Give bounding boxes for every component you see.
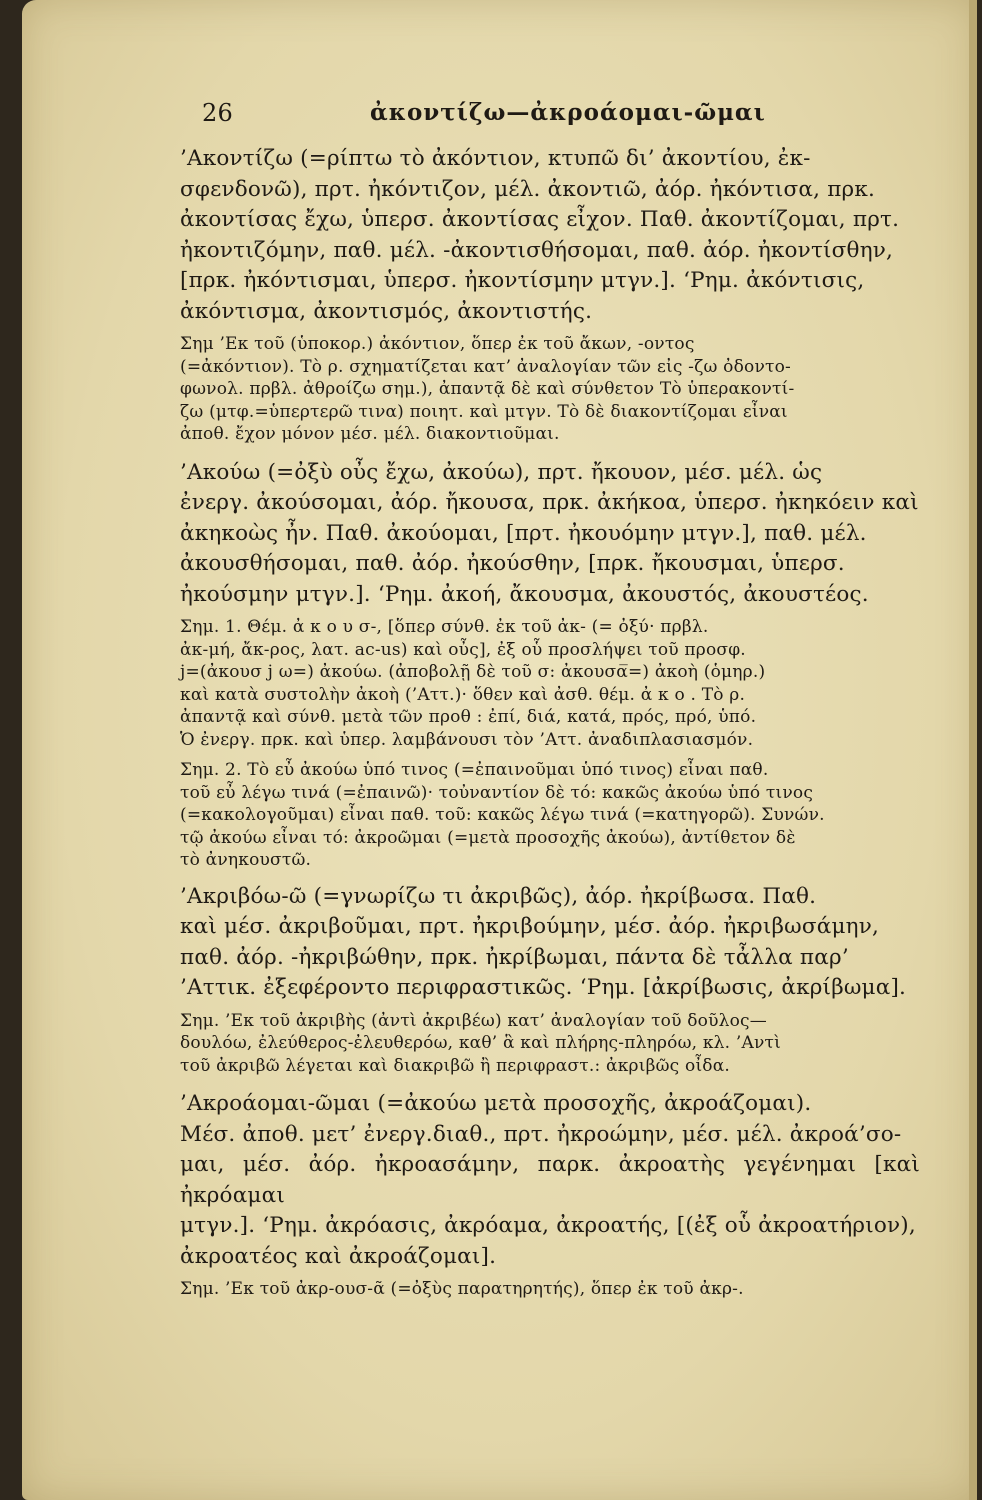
page-number: 26 bbox=[202, 99, 233, 127]
entry-line: σφενδονῶ), πρτ. ἠκόντιζον, μέλ. ἀκοντιῶ, ἀόρ. ἠκόντισα, πρκ. bbox=[180, 176, 876, 202]
note-line: δουλόω, ἐλεύθερος-ἐλευθερόω, καθ’ ἃ καὶ πλήρης-πληρόω, κλ. ’Αντὶ bbox=[180, 1033, 781, 1053]
note-line: τῷ ἀκούω εἶναι τό: ἀκροῶμαι (=μετὰ προσοχῆς ἀκούω), ἀντίθετον δὲ bbox=[180, 827, 796, 848]
entry-line: ἀκροατέος καὶ ἀκροάζομαι]. bbox=[180, 1243, 497, 1269]
entry-akontizo bbox=[180, 144, 920, 327]
note-akouo-1 bbox=[180, 616, 920, 751]
entry-line: παθ. ἀόρ. -ἠκριβώθην, πρκ. ἠκρίβωμαι, πάντα δὲ τἆλλα παρ’ bbox=[180, 944, 849, 970]
note-line: Σημ. ’Εκ τοῦ ἀκρ-ουσ-ᾶ (=ὀξὺς παρατηρητής), ὅπερ ἐκ τοῦ ἀκρ-. bbox=[180, 1279, 744, 1299]
entry-line: ’Ακούω (=ὀξὺ οὖς ἔχω, ἀκούω), πρτ. ἤκουον, μέσ. μέλ. ὡς bbox=[180, 459, 823, 485]
page-content bbox=[180, 98, 920, 1309]
entry-akriboo bbox=[180, 882, 920, 1004]
note-line: ζω (μτφ.=ὑπερτερῶ τινα) ποιητ. καὶ μτγν. Τὸ δὲ διακοντίζομαι εἶναι bbox=[180, 401, 788, 422]
note-line: Σημ ’Εκ τοῦ (ὑποκορ.) ἀκόντιον, ὅπερ ἐκ τοῦ ἄκων, -οντος bbox=[180, 334, 695, 354]
entry-line: ἠκοντιζόμην, παθ. μέλ. -ἀκοντισθήσομαι, παθ. ἀόρ. ἠκοντίσθην, bbox=[180, 237, 894, 263]
entry-akroaomai bbox=[180, 1089, 920, 1272]
note-line: ἀποθ. ἔχον μόνον μέσ. μέλ. διακοντιοῦμαι. bbox=[180, 424, 560, 444]
entry-line: ’Αττικ. ἐξεφέροντο περιφραστικῶς. ‘Ρημ. [ἀκρίβωσις, ἀκρίβωμα]. bbox=[180, 975, 907, 1000]
note-akouo-2 bbox=[180, 759, 920, 872]
entry-line: ἠκούσμην μτγν.]. ‘Ρημ. ἀκοή, ἄκουσμα, ἀκουστός, ἀκουστέος. bbox=[180, 581, 869, 607]
note-line: (=ἀκόντιον). Τὸ ρ. σχηματίζεται κατ’ ἀναλογίαν τῶν εἰς -ζω ὀδοντο- bbox=[180, 356, 791, 377]
note-line: (=κακολογοῦμαι) εἶναι παθ. τοῦ: κακῶς λέγω τινά (=κατηγορῶ). Συνών. bbox=[180, 805, 825, 825]
page-edge bbox=[969, 0, 977, 1500]
note-line: ἀπαντᾷ καὶ σύνθ. μετὰ τῶν προθ : ἐπί, διά, κατά, πρός, πρό, ὑπό. bbox=[180, 707, 757, 727]
note-line: Ὁ ἐνεργ. πρκ. καὶ ὑπερ. λαμβάνουσι τὸν ’Αττ. ἀναδιπλασιασμόν. bbox=[180, 729, 754, 750]
note-line: τὸ ἀνηκουστῶ. bbox=[180, 850, 312, 870]
entry-line: ’Ακροάομαι-ῶμαι (=ἀκούω μετὰ προσοχῆς, ἀκροάζομαι). bbox=[180, 1091, 812, 1116]
entry-line: καὶ μέσ. ἀκριβοῦμαι, πρτ. ἠκριβούμην, μέσ. ἀόρ. ἠκριβωσάμην, bbox=[180, 914, 880, 939]
note-line: Σημ. ’Εκ τοῦ ἀκριβὴς (ἀντὶ ἀκριβέω) κατ’ ἀναλογίαν τοῦ δοῦλος— bbox=[180, 1010, 767, 1031]
note-line: j=(ἀκουσ j ω=) ἀκούω. (ἀποβολῇ δὲ τοῦ σ: ἀκουσα̅=) ἀκοὴ (ὁμηρ.) bbox=[180, 662, 766, 682]
entry-line: ἀκοντίσας ἔχω, ὑπερσ. ἀκοντίσας εἶχον. Παθ. ἀκοντίζομαι, πρτ. bbox=[180, 207, 900, 232]
entry-line: μτγν.]. ‘Ρημ. ἀκρόασις, ἀκρόαμα, ἀκροατής, [(ἐξ οὗ ἀκροατήριον), bbox=[180, 1213, 916, 1238]
note-line: ἀκ-μή, ἄκ-ρος, λατ. ac-us) καὶ οὖς], ἐξ οὗ προσλήψει τοῦ προσφ. bbox=[180, 639, 746, 660]
note-line: καὶ κατὰ συστολὴν ἀκοὴ (’Αττ.)· ὅθεν καὶ ἀσθ. θέμ. ἀ κ ο . Τὸ ρ. bbox=[180, 684, 746, 705]
page-header bbox=[180, 98, 920, 138]
entry-line: ἀκόντισμα, ἀκοντισμός, ἀκοντιστής. bbox=[180, 298, 593, 324]
entry-line: Μέσ. ἀποθ. μετ’ ἐνεργ.διαθ., πρτ. ἠκροώμην, μέσ. μέλ. ἀκροά’σο- bbox=[180, 1121, 902, 1147]
entry-line: μαι, μέσ. ἀόρ. ἠκροασάμην, παρκ. ἀκροατὴς γεγένημαι [καὶ ἠκρόαμαι bbox=[180, 1152, 920, 1208]
note-akriboo bbox=[180, 1010, 920, 1078]
note-line: τοῦ ἀκριβῶ λέγεται καὶ διακριβῶ ἢ περιφραστ.: ἀκριβῶς οἶδα. bbox=[180, 1055, 731, 1076]
note-line: φωνολ. πρβλ. ἀθροίζω σημ.), ἀπαντᾷ δὲ καὶ σύνθετον Τὸ ὑπερακοντί- bbox=[180, 379, 795, 399]
note-line: Σημ. 1. Θέμ. ἀ κ ο υ σ-, [ὅπερ σύνθ. ἐκ τοῦ ἀκ- (= ὀξύ· πρβλ. bbox=[180, 617, 709, 637]
entry-akouo bbox=[180, 458, 920, 611]
entry-line: ’Ακριβόω-ῶ (=γνωρίζω τι ἀκριβῶς), ἀόρ. ἠκρίβωσα. Παθ. bbox=[180, 883, 817, 909]
note-line: Σημ. 2. Τὸ εὖ ἀκούω ὑπό τινος (=ἐπαινοῦμαι ὑπό τινος) εἶναι παθ. bbox=[180, 760, 769, 780]
running-head: ἀκοντίζω—ἀκροάομαι-ῶμαι bbox=[370, 99, 766, 126]
note-akontizo bbox=[180, 333, 920, 446]
entry-line: ἀκουσθήσομαι, παθ. ἀόρ. ἠκούσθην, [πρκ. ἤκουσμαι, ὑπερσ. bbox=[180, 551, 845, 576]
note-akroaomai bbox=[180, 1278, 920, 1301]
entry-line: ἐνεργ. ἀκούσομαι, ἀόρ. ἤκουσα, πρκ. ἀκήκοα, ὑπερσ. ἠκηκόειν καὶ bbox=[180, 490, 919, 515]
entry-line: [πρκ. ἠκόντισμαι, ὑπερσ. ἠκοντίσμην μτγν.]. ‘Ρημ. ἀκόντισις, bbox=[180, 268, 865, 293]
note-line: τοῦ εὖ λέγω τινά (=ἐπαινῶ)· τοὐναντίον δὲ τό: κακῶς ἀκούω ὑπό τινος bbox=[180, 782, 814, 803]
entry-line: ἀκηκοὼς ἦν. Παθ. ἀκούομαι, [πρτ. ἠκουόμην μτγν.], παθ. μέλ. bbox=[180, 520, 867, 546]
entry-line: ’Ακοντίζω (=ρίπτω τὸ ἀκόντιον, κτυπῶ δι’ ἀκοντίου, ἐκ- bbox=[180, 146, 811, 171]
